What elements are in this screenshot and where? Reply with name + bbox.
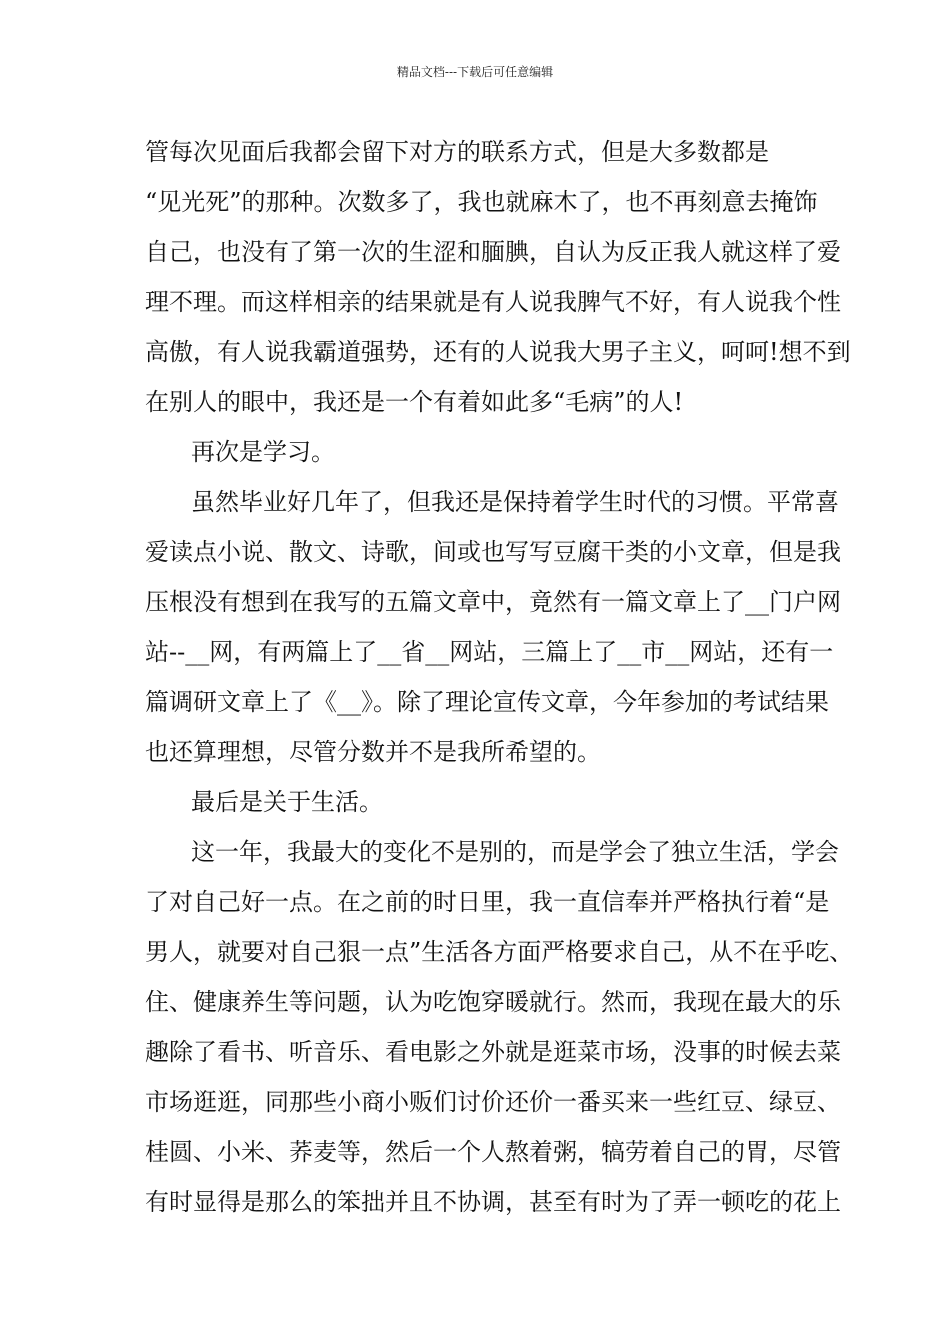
paragraph-start: 这一年，我最大的变化不是别的，而是学会了独立生活，学会 bbox=[191, 838, 839, 866]
text-line: 自己，也没有了第一次的生涩和腼腆，自认为反正我人就这样了爱 bbox=[145, 238, 841, 266]
text-line: 站--__网，有两篇上了__省__网站，三篇上了__市__网站，还有一 bbox=[145, 638, 834, 666]
text-line: 也还算理想，尽管分数并不是我所希望的。 bbox=[145, 738, 601, 766]
text-line: “见光死”的那种。次数多了，我也就麻木了，也不再刻意去掩饰 bbox=[145, 188, 818, 216]
text-line: 爱读点小说、散文、诗歌，间或也写写豆腐干类的小文章，但是我 bbox=[145, 538, 841, 566]
text-line: 市场逛逛，同那些小商小贩们讨价还价一番买来一些红豆、绿豆、 bbox=[145, 1088, 841, 1116]
text-line: 桂圆、小米、荞麦等，然后一个人熬着粥，犒劳着自己的胃，尽管 bbox=[145, 1138, 841, 1166]
section-heading: 再次是学习。 bbox=[191, 438, 335, 466]
page-header: 精品文档---下载后可任意编辑 bbox=[396, 65, 554, 79]
text-line: 在别人的眼中，我还是一个有着如此多“毛病”的人! bbox=[145, 388, 684, 416]
section-heading: 最后是关于生活。 bbox=[191, 788, 383, 816]
text-line: 趣除了看书、听音乐、看电影之外就是逛菜市场，没事的时候去菜 bbox=[145, 1038, 841, 1066]
paragraph-start: 虽然毕业好几年了，但我还是保持着学生时代的习惯。平常喜 bbox=[191, 488, 839, 516]
text-line: 管每次见面后我都会留下对方的联系方式，但是大多数都是 bbox=[145, 138, 769, 166]
text-line: 住、健康养生等问题，认为吃饱穿暖就行。然而，我现在最大的乐 bbox=[145, 988, 841, 1016]
text-line: 高傲，有人说我霸道强势，还有的人说我大男子主义，呵呵!想不到 bbox=[145, 338, 851, 366]
text-line: 篇调研文章上了《__》。除了理论宣传文章，今年参加的考试结果 bbox=[145, 688, 829, 716]
text-line: 了对自己好一点。在之前的时日里，我一直信奉并严格执行着“是 bbox=[145, 888, 830, 916]
text-line: 有时显得是那么的笨拙并且不协调，甚至有时为了弄一顿吃的花上 bbox=[145, 1188, 841, 1216]
text-line: 压根没有想到在我写的五篇文章中，竟然有一篇文章上了__门户网 bbox=[145, 588, 841, 616]
document-body bbox=[145, 127, 854, 1227]
text-line: 理不理。而这样相亲的结果就是有人说我脾气不好，有人说我个性 bbox=[145, 288, 841, 316]
text-line: 男人，就要对自己狠一点”生活各方面严格要求自己，从不在乎吃、 bbox=[145, 938, 854, 966]
